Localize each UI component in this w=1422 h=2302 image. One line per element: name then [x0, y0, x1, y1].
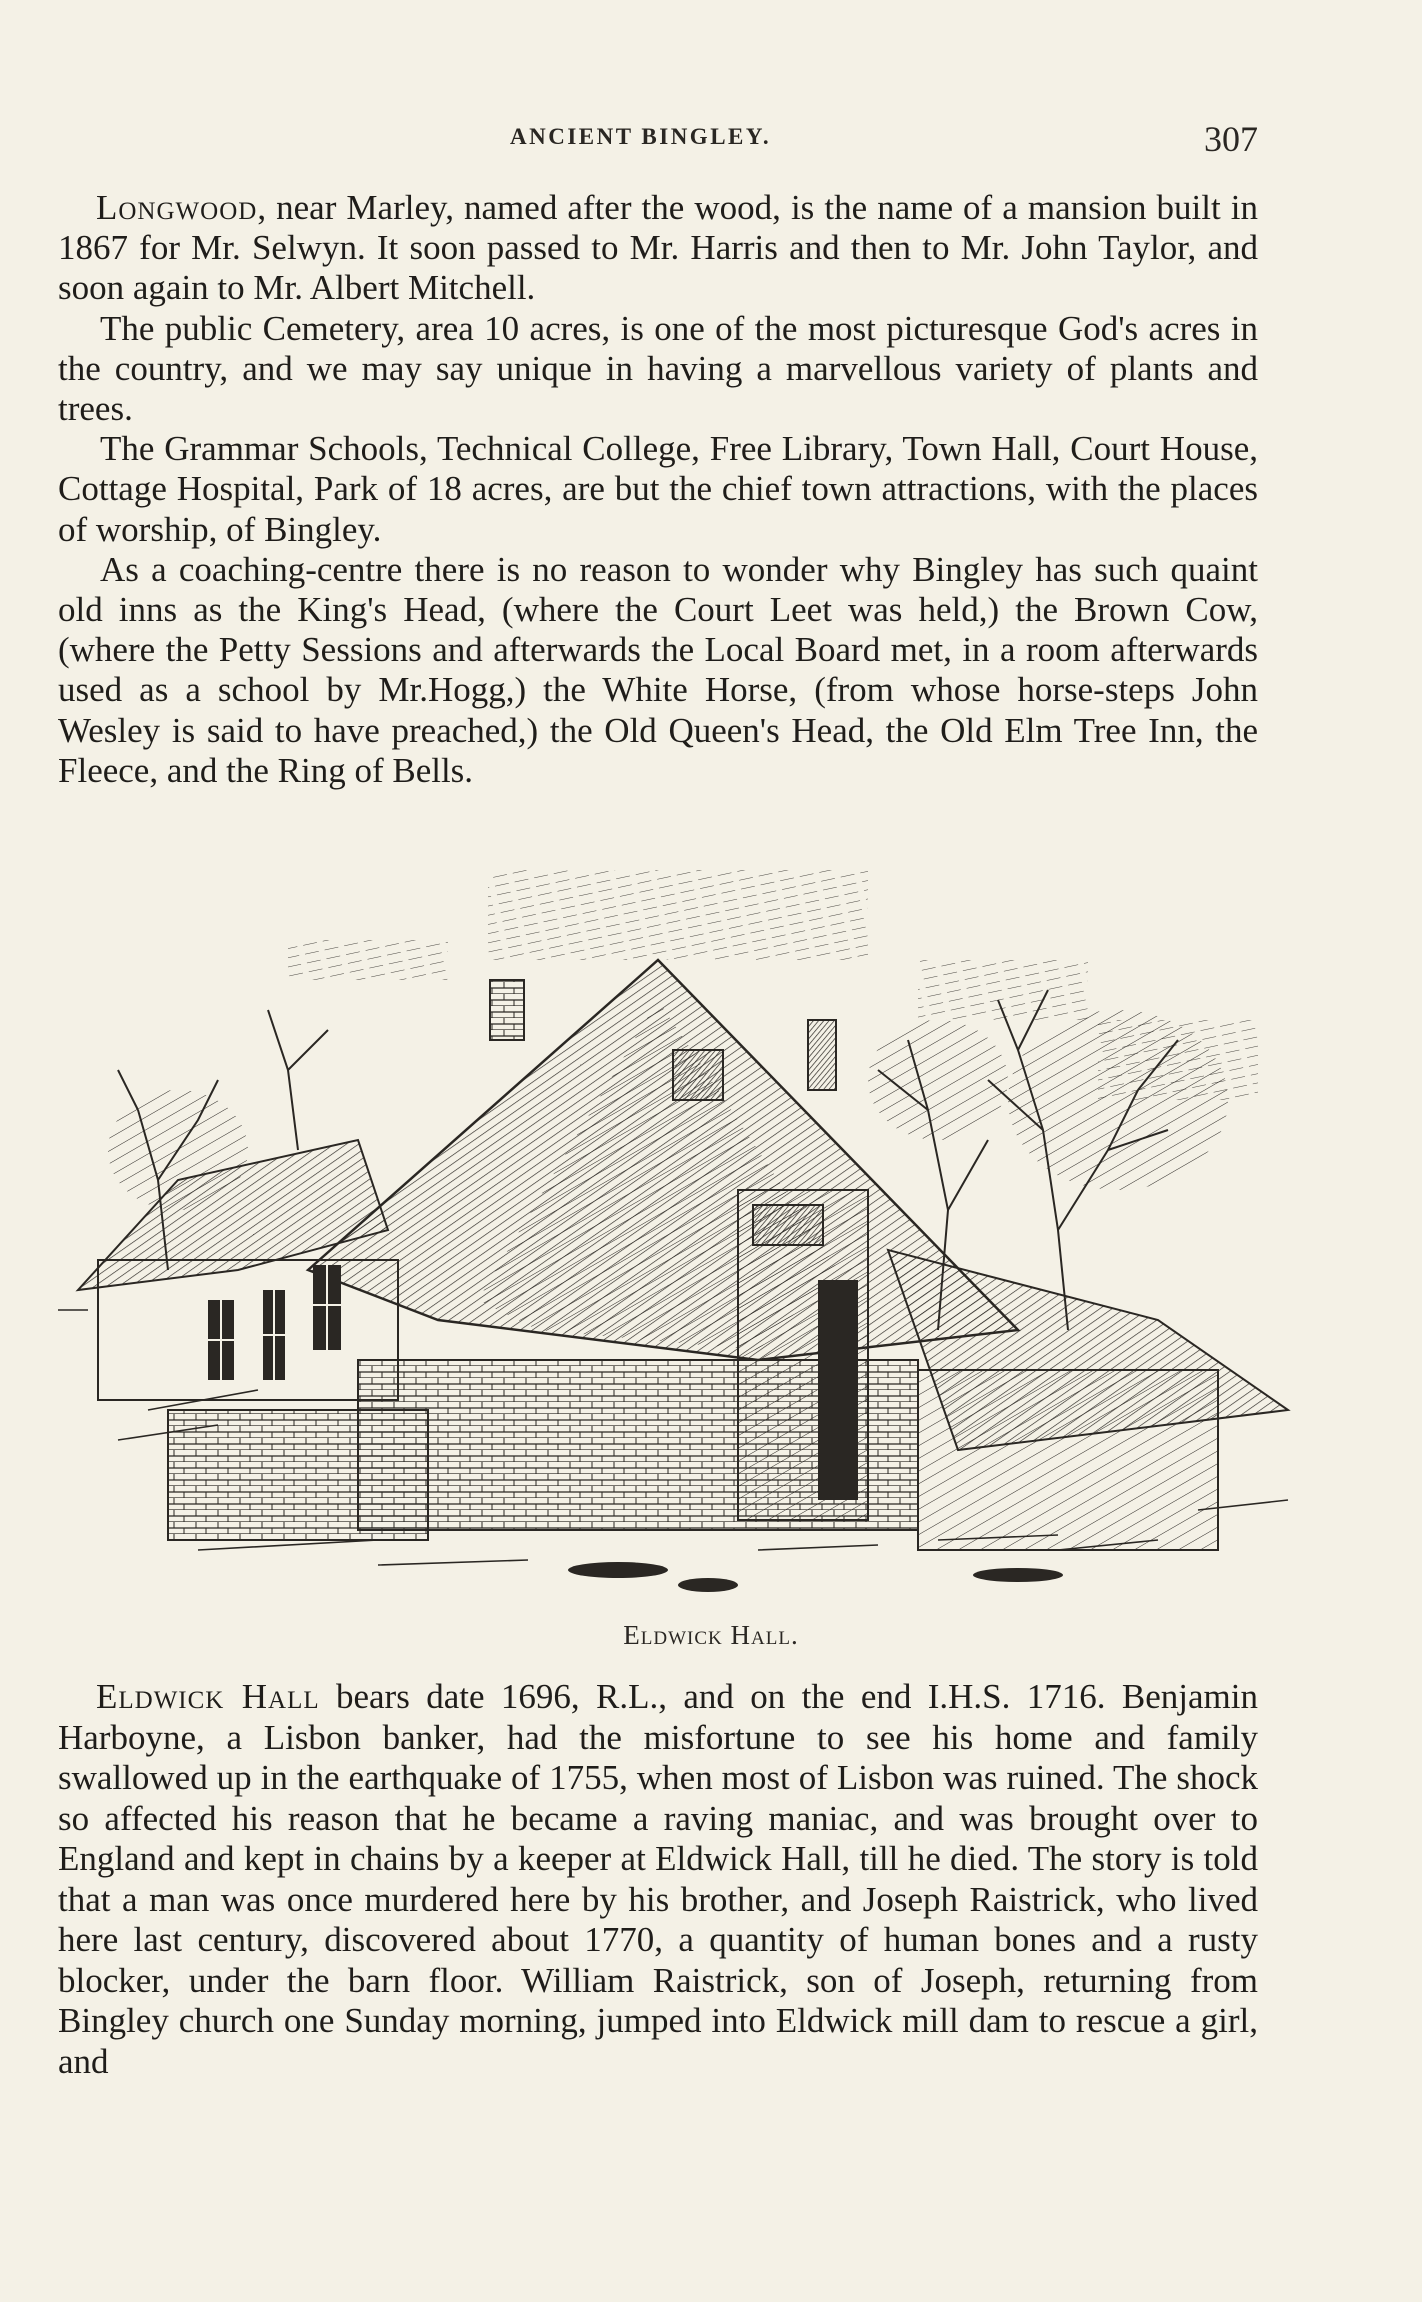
- paragraph-town-attractions: The Grammar Schools, Technical College, Free Library, Town Hall, Court House, Cottage Hospital, Park of 18 acres, are but the chief town attractions, with the places of worship, of Bingley.: [58, 429, 1258, 549]
- illustration-eldwick-hall: [58, 850, 1298, 1600]
- paragraph-text: bears date 1696, R.L., and on the end I.H.S. 1716. Benjamin Harboyne, a Lisbon banker, had the misfortune to see his home and family swallowed up in the earthquake of 1755, when most of Lisbon was ruined. The shock so affected his reason that he became a raving maniac, and was brought over to England and kept in chains by a keeper at Eldwick Hall, till he died. The story is told that a man was once murdered here by his brother, and Joseph Raistrick, who lived here last century, discovered about 1770, a quantity of human bones and a rusty blocker, under the barn floor. William Raistrick, son of Joseph, returning from Bingley church one Sunday morning, jumped into Eldwick mill dam to rescue a girl, and: [58, 1677, 1258, 2081]
- text-block-top: [58, 188, 1258, 791]
- paragraph-inns: As a coaching-centre there is no reason to wonder why Bingley has such quaint old inns as the King's Head, (where the Court Leet was held,) the Brown Cow, (where the Petty Sessions and afterwards the Local Board met, in a room afterwards used as a school by Mr.Hogg,) the White Horse, (from whose horse-steps John Wesley is said to have preached,) the Old Queen's Head, the Old Elm Tree Inn, the Fleece, and the Ring of Bells.: [58, 549, 1258, 790]
- illustration-caption: Eldwick Hall.: [623, 1620, 799, 1650]
- running-title: ANCIENT BINGLEY.: [510, 124, 772, 149]
- running-head: [58, 118, 1258, 158]
- text-block-bottom: [58, 1677, 1258, 2082]
- paragraph-lead: Eldwick Hall: [96, 1677, 320, 1716]
- paragraph-cemetery: The public Cemetery, area 10 acres, is one of the most picturesque God's acres in the country, and we may say unique in having a marvellous variety of plants and trees.: [58, 308, 1258, 429]
- paragraph-longwood: [58, 188, 1258, 309]
- signature-marks: [568, 1562, 1063, 1592]
- paragraph-eldwick-hall: [58, 1677, 1258, 2082]
- paragraph-lead: Longwood: [96, 188, 258, 227]
- barn-wall: [918, 1370, 1218, 1550]
- page-number: 307: [1204, 119, 1258, 159]
- paragraph-text: , near Marley, named after the wood, is the name of a mansion built in 1867 for Mr. Selwyn. It soon passed to Mr. Harris and then to Mr. John Taylor, and soon again to Mr. Albert Mitchell.: [58, 188, 1258, 308]
- engraving-eldwick-hall-icon: [58, 850, 1298, 1600]
- foreground-wall: [168, 1410, 428, 1540]
- doorway: [818, 1280, 858, 1500]
- gable-window: [673, 1050, 723, 1100]
- porch-sign: [753, 1205, 823, 1245]
